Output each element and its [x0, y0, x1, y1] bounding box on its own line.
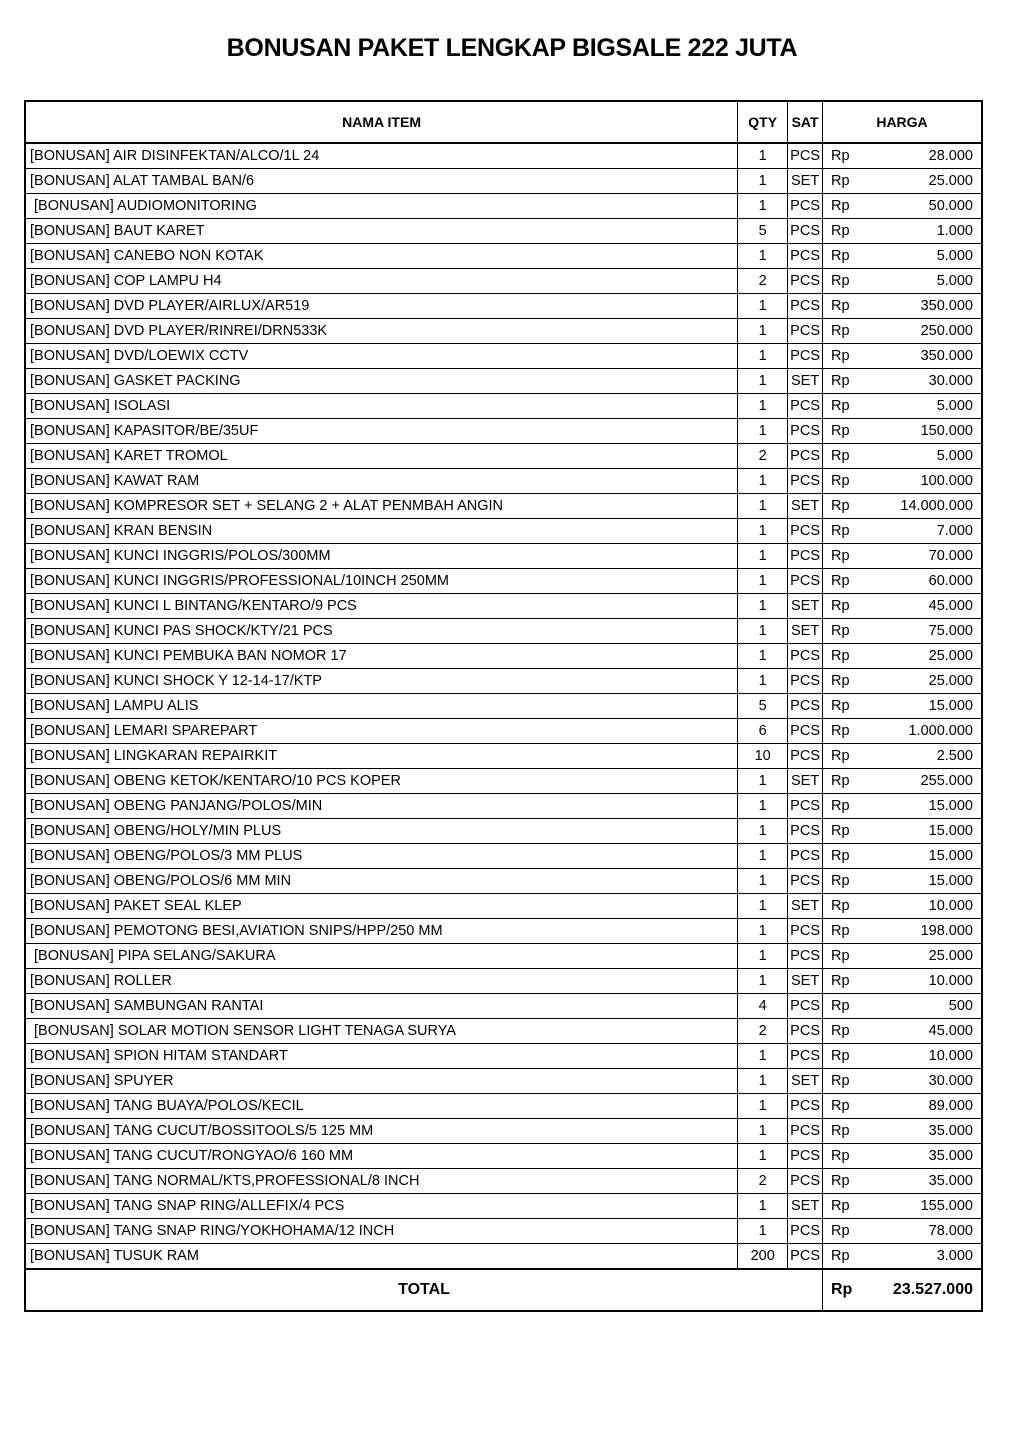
item-currency: Rp [831, 473, 850, 489]
table-row [25, 1244, 982, 1270]
item-sat: PCS [788, 544, 823, 569]
item-harga: 35.000 [928, 1123, 973, 1139]
item-sat: SET [788, 169, 823, 194]
item-name: [BONUSAN] TANG CUCUT/RONGYAO/6 160 MM [25, 1144, 738, 1169]
item-currency: Rp [831, 1123, 850, 1139]
item-sat: SET [788, 769, 823, 794]
table-row [25, 1019, 982, 1044]
item-name: [BONUSAN] KARET TROMOL [25, 444, 738, 469]
item-name: [BONUSAN] ISOLASI [25, 394, 738, 419]
item-currency: Rp [831, 1073, 850, 1089]
item-currency: Rp [831, 173, 850, 189]
table-row [25, 744, 982, 769]
item-qty: 1 [738, 1219, 788, 1244]
item-name: [BONUSAN] TANG NORMAL/KTS,PROFESSIONAL/8 INCH [25, 1169, 738, 1194]
item-qty: 1 [738, 1119, 788, 1144]
item-currency: Rp [831, 448, 850, 464]
item-currency: Rp [831, 1248, 850, 1264]
item-harga: 3.000 [936, 1248, 973, 1264]
item-currency: Rp [831, 948, 850, 964]
item-sat: PCS [788, 1144, 823, 1169]
item-harga: 70.000 [928, 548, 973, 564]
item-currency: Rp [831, 923, 850, 939]
item-name: [BONUSAN] SAMBUNGAN RANTAI [25, 994, 738, 1019]
item-qty: 1 [738, 769, 788, 794]
header-sat: SAT [788, 101, 823, 143]
item-harga: 7.000 [936, 523, 973, 539]
item-currency: Rp [831, 598, 850, 614]
item-currency: Rp [831, 973, 850, 989]
table-row [25, 1144, 982, 1169]
item-qty: 1 [738, 169, 788, 194]
table-row [25, 544, 982, 569]
table-row [25, 244, 982, 269]
item-currency: Rp [831, 523, 850, 539]
total-label: TOTAL [25, 1269, 823, 1311]
item-harga: 15.000 [928, 848, 973, 864]
item-name: [BONUSAN] CANEBO NON KOTAK [25, 244, 738, 269]
table-row [25, 1169, 982, 1194]
item-harga: 250.000 [920, 323, 973, 339]
table-row [25, 1044, 982, 1069]
item-harga: 1.000.000 [908, 723, 973, 739]
item-currency: Rp [831, 773, 850, 789]
item-name: [BONUSAN] TANG CUCUT/BOSSITOOLS/5 125 MM [25, 1119, 738, 1144]
item-sat: PCS [788, 394, 823, 419]
item-qty: 2 [738, 444, 788, 469]
table-row [25, 519, 982, 544]
item-sat: PCS [788, 744, 823, 769]
item-currency: Rp [831, 323, 850, 339]
item-harga: 255.000 [920, 773, 973, 789]
item-sat: SET [788, 969, 823, 994]
item-qty: 1 [738, 794, 788, 819]
item-qty: 1 [738, 569, 788, 594]
item-sat: PCS [788, 844, 823, 869]
item-harga: 1.000 [936, 223, 973, 239]
items-table [24, 100, 983, 1312]
item-sat: PCS [788, 319, 823, 344]
item-qty: 1 [738, 519, 788, 544]
item-harga: 25.000 [928, 673, 973, 689]
item-currency: Rp [831, 1198, 850, 1214]
table-row [25, 844, 982, 869]
item-qty: 1 [738, 394, 788, 419]
item-harga: 35.000 [928, 1173, 973, 1189]
item-sat: PCS [788, 1219, 823, 1244]
item-name: [BONUSAN] KAWAT RAM [25, 469, 738, 494]
item-sat: PCS [788, 1244, 823, 1270]
item-qty: 1 [738, 1044, 788, 1069]
item-currency: Rp [831, 898, 850, 914]
item-qty: 1 [738, 469, 788, 494]
table-row [25, 694, 982, 719]
item-qty: 2 [738, 1169, 788, 1194]
item-qty: 1 [738, 869, 788, 894]
table-row [25, 1119, 982, 1144]
item-name: [BONUSAN] OBENG PANJANG/POLOS/MIN [25, 794, 738, 819]
item-harga: 5.000 [936, 448, 973, 464]
item-sat: SET [788, 494, 823, 519]
item-sat: PCS [788, 1169, 823, 1194]
item-name: [BONUSAN] KUNCI PEMBUKA BAN NOMOR 17 [25, 644, 738, 669]
item-sat: PCS [788, 919, 823, 944]
table-row [25, 194, 982, 219]
table-row [25, 894, 982, 919]
item-currency: Rp [831, 1048, 850, 1064]
item-name: [BONUSAN] KUNCI INGGRIS/POLOS/300MM [25, 544, 738, 569]
table-row [25, 644, 982, 669]
item-sat: PCS [788, 344, 823, 369]
item-name: [BONUSAN] ALAT TAMBAL BAN/6 [25, 169, 738, 194]
item-sat: PCS [788, 869, 823, 894]
item-qty: 1 [738, 1094, 788, 1119]
table-row [25, 969, 982, 994]
item-name: [BONUSAN] KUNCI PAS SHOCK/KTY/21 PCS [25, 619, 738, 644]
item-qty: 1 [738, 319, 788, 344]
item-sat: PCS [788, 669, 823, 694]
item-sat: PCS [788, 694, 823, 719]
item-currency: Rp [831, 848, 850, 864]
header-harga: HARGA [823, 101, 983, 143]
table-row [25, 719, 982, 744]
item-name: [BONUSAN] KUNCI L BINTANG/KENTARO/9 PCS [25, 594, 738, 619]
item-qty: 5 [738, 219, 788, 244]
item-harga: 25.000 [928, 948, 973, 964]
item-name: [BONUSAN] LAMPU ALIS [25, 694, 738, 719]
item-harga: 5.000 [936, 248, 973, 264]
item-harga: 14.000.000 [900, 498, 973, 514]
item-name: [BONUSAN] OBENG/HOLY/MIN PLUS [25, 819, 738, 844]
item-name: [BONUSAN] DVD PLAYER/AIRLUX/AR519 [25, 294, 738, 319]
item-qty: 1 [738, 1194, 788, 1219]
item-harga: 10.000 [928, 1048, 973, 1064]
table-header [25, 101, 982, 143]
item-sat: PCS [788, 519, 823, 544]
item-name: [BONUSAN] PIPA SELANG/SAKURA [25, 944, 738, 969]
item-qty: 1 [738, 644, 788, 669]
item-qty: 1 [738, 619, 788, 644]
item-currency: Rp [831, 1023, 850, 1039]
item-qty: 1 [738, 494, 788, 519]
item-currency: Rp [831, 423, 850, 439]
item-harga: 10.000 [928, 898, 973, 914]
item-currency: Rp [831, 1173, 850, 1189]
item-qty: 200 [738, 1244, 788, 1270]
item-currency: Rp [831, 373, 850, 389]
item-qty: 1 [738, 819, 788, 844]
item-qty: 1 [738, 143, 788, 169]
item-harga: 2.500 [936, 748, 973, 764]
item-name: [BONUSAN] PEMOTONG BESI,AVIATION SNIPS/HPP/250 MM [25, 919, 738, 944]
table-row [25, 1219, 982, 1244]
item-currency: Rp [831, 823, 850, 839]
item-sat: PCS [788, 1119, 823, 1144]
item-harga: 35.000 [928, 1148, 973, 1164]
item-name: [BONUSAN] DVD/LOEWIX CCTV [25, 344, 738, 369]
item-sat: SET [788, 1069, 823, 1094]
item-name: [BONUSAN] TUSUK RAM [25, 1244, 738, 1270]
item-name: [BONUSAN] BAUT KARET [25, 219, 738, 244]
item-name: [BONUSAN] KOMPRESOR SET + SELANG 2 + ALAT PENMBAH ANGIN [25, 494, 738, 519]
item-name: [BONUSAN] COP LAMPU H4 [25, 269, 738, 294]
item-qty: 1 [738, 594, 788, 619]
table-row [25, 169, 982, 194]
item-sat: SET [788, 894, 823, 919]
table-row [25, 219, 982, 244]
item-currency: Rp [831, 798, 850, 814]
item-harga: 150.000 [920, 423, 973, 439]
item-harga: 45.000 [928, 1023, 973, 1039]
item-currency: Rp [831, 198, 850, 214]
item-sat: PCS [788, 244, 823, 269]
item-harga: 198.000 [920, 923, 973, 939]
item-currency: Rp [831, 348, 850, 364]
header-name: NAMA ITEM [25, 101, 738, 143]
item-harga: 78.000 [928, 1223, 973, 1239]
item-sat: PCS [788, 1044, 823, 1069]
item-harga: 50.000 [928, 198, 973, 214]
table-row [25, 419, 982, 444]
item-sat: PCS [788, 469, 823, 494]
item-harga: 500 [948, 998, 973, 1014]
table-row [25, 944, 982, 969]
item-currency: Rp [831, 673, 850, 689]
item-name: [BONUSAN] LINGKARAN REPAIRKIT [25, 744, 738, 769]
table-row [25, 319, 982, 344]
item-currency: Rp [831, 1098, 850, 1114]
table-row [25, 619, 982, 644]
item-name: [BONUSAN] DVD PLAYER/RINREI/DRN533K [25, 319, 738, 344]
item-sat: SET [788, 619, 823, 644]
item-qty: 10 [738, 744, 788, 769]
item-name: [BONUSAN] PAKET SEAL KLEP [25, 894, 738, 919]
table-row [25, 494, 982, 519]
item-name: [BONUSAN] TANG SNAP RING/ALLEFIX/4 PCS [25, 1194, 738, 1219]
item-currency: Rp [831, 1223, 850, 1239]
item-qty: 2 [738, 269, 788, 294]
item-currency: Rp [831, 398, 850, 414]
item-qty: 1 [738, 669, 788, 694]
item-harga: 5.000 [936, 273, 973, 289]
item-currency: Rp [831, 573, 850, 589]
item-name: [BONUSAN] AIR DISINFEKTAN/ALCO/1L 24 [25, 143, 738, 169]
item-sat: SET [788, 594, 823, 619]
item-sat: PCS [788, 294, 823, 319]
item-harga: 10.000 [928, 973, 973, 989]
item-qty: 4 [738, 994, 788, 1019]
item-currency: Rp [831, 1148, 850, 1164]
page-title: BONUSAN PAKET LENGKAP BIGSALE 222 JUTA [226, 34, 798, 62]
item-qty: 1 [738, 419, 788, 444]
table-row [25, 143, 982, 169]
item-sat: PCS [788, 569, 823, 594]
table-row [25, 994, 982, 1019]
item-qty: 1 [738, 1144, 788, 1169]
item-sat: PCS [788, 794, 823, 819]
item-sat: PCS [788, 269, 823, 294]
item-qty: 1 [738, 969, 788, 994]
item-sat: PCS [788, 1019, 823, 1044]
item-name: [BONUSAN] KAPASITOR/BE/35UF [25, 419, 738, 444]
item-currency: Rp [831, 723, 850, 739]
item-name: [BONUSAN] SOLAR MOTION SENSOR LIGHT TENAGA SURYA [25, 1019, 738, 1044]
item-currency: Rp [831, 248, 850, 264]
table-row [25, 594, 982, 619]
item-name: [BONUSAN] OBENG/POLOS/6 MM MIN [25, 869, 738, 894]
item-harga: 5.000 [936, 398, 973, 414]
item-sat: PCS [788, 1094, 823, 1119]
table-row [25, 1194, 982, 1219]
item-harga: 350.000 [920, 348, 973, 364]
item-name: [BONUSAN] SPUYER [25, 1069, 738, 1094]
item-qty: 1 [738, 294, 788, 319]
item-harga: 30.000 [928, 1073, 973, 1089]
table-row [25, 394, 982, 419]
item-sat: PCS [788, 819, 823, 844]
item-name: [BONUSAN] SPION HITAM STANDART [25, 1044, 738, 1069]
table-row [25, 344, 982, 369]
item-sat: PCS [788, 194, 823, 219]
item-currency: Rp [831, 223, 850, 239]
item-name: [BONUSAN] OBENG KETOK/KENTARO/10 PCS KOPER [25, 769, 738, 794]
item-name: [BONUSAN] LEMARI SPAREPART [25, 719, 738, 744]
item-harga: 25.000 [928, 173, 973, 189]
item-harga: 15.000 [928, 698, 973, 714]
item-currency: Rp [831, 873, 850, 889]
table-row [25, 369, 982, 394]
item-name: [BONUSAN] OBENG/POLOS/3 MM PLUS [25, 844, 738, 869]
item-sat: PCS [788, 994, 823, 1019]
item-currency: Rp [831, 498, 850, 514]
item-harga: 45.000 [928, 598, 973, 614]
item-name: [BONUSAN] KUNCI INGGRIS/PROFESSIONAL/10INCH 250MM [25, 569, 738, 594]
item-qty: 1 [738, 194, 788, 219]
table-row [25, 869, 982, 894]
item-harga: 75.000 [928, 623, 973, 639]
table-row [25, 794, 982, 819]
total-currency: Rp [831, 1281, 853, 1298]
table-row [25, 769, 982, 794]
item-harga: 100.000 [920, 473, 973, 489]
item-harga: 28.000 [928, 148, 973, 164]
item-name: [BONUSAN] KRAN BENSIN [25, 519, 738, 544]
item-harga: 15.000 [928, 873, 973, 889]
item-qty: 1 [738, 344, 788, 369]
item-name: [BONUSAN] AUDIOMONITORING [25, 194, 738, 219]
item-name: [BONUSAN] GASKET PACKING [25, 369, 738, 394]
item-sat: PCS [788, 944, 823, 969]
header-qty: QTY [738, 101, 788, 143]
total-row [25, 1269, 982, 1311]
table-row [25, 294, 982, 319]
item-qty: 6 [738, 719, 788, 744]
item-sat: PCS [788, 644, 823, 669]
item-harga: 30.000 [928, 373, 973, 389]
item-qty: 1 [738, 544, 788, 569]
item-qty: 1 [738, 919, 788, 944]
item-qty: 1 [738, 944, 788, 969]
item-name: [BONUSAN] ROLLER [25, 969, 738, 994]
item-sat: PCS [788, 419, 823, 444]
item-currency: Rp [831, 273, 850, 289]
table-row [25, 1069, 982, 1094]
item-qty: 5 [738, 694, 788, 719]
item-name: [BONUSAN] TANG BUAYA/POLOS/KECIL [25, 1094, 738, 1119]
item-qty: 1 [738, 844, 788, 869]
item-sat: PCS [788, 719, 823, 744]
item-currency: Rp [831, 148, 850, 164]
item-qty: 1 [738, 244, 788, 269]
table-row [25, 919, 982, 944]
table-row [25, 1094, 982, 1119]
item-harga: 350.000 [920, 298, 973, 314]
item-currency: Rp [831, 548, 850, 564]
table-row [25, 569, 982, 594]
table-row [25, 269, 982, 294]
table-row [25, 469, 982, 494]
item-sat: SET [788, 369, 823, 394]
item-harga: 15.000 [928, 798, 973, 814]
item-currency: Rp [831, 998, 850, 1014]
item-name: [BONUSAN] KUNCI SHOCK Y 12-14-17/KTP [25, 669, 738, 694]
item-harga: 25.000 [928, 648, 973, 664]
item-sat: PCS [788, 219, 823, 244]
item-sat: PCS [788, 444, 823, 469]
item-qty: 1 [738, 1069, 788, 1094]
item-harga: 60.000 [928, 573, 973, 589]
item-harga: 155.000 [920, 1198, 973, 1214]
item-sat: SET [788, 1194, 823, 1219]
item-qty: 2 [738, 1019, 788, 1044]
item-name: [BONUSAN] TANG SNAP RING/YOKHOHAMA/12 INCH [25, 1219, 738, 1244]
item-qty: 1 [738, 894, 788, 919]
total-value: 23.527.000 [892, 1281, 973, 1298]
table-row [25, 669, 982, 694]
item-harga: 89.000 [928, 1098, 973, 1114]
table-row [25, 819, 982, 844]
item-currency: Rp [831, 748, 850, 764]
item-currency: Rp [831, 623, 850, 639]
item-qty: 1 [738, 369, 788, 394]
item-currency: Rp [831, 648, 850, 664]
item-currency: Rp [831, 698, 850, 714]
item-harga: 15.000 [928, 823, 973, 839]
table-row [25, 444, 982, 469]
item-currency: Rp [831, 298, 850, 314]
item-sat: PCS [788, 143, 823, 169]
